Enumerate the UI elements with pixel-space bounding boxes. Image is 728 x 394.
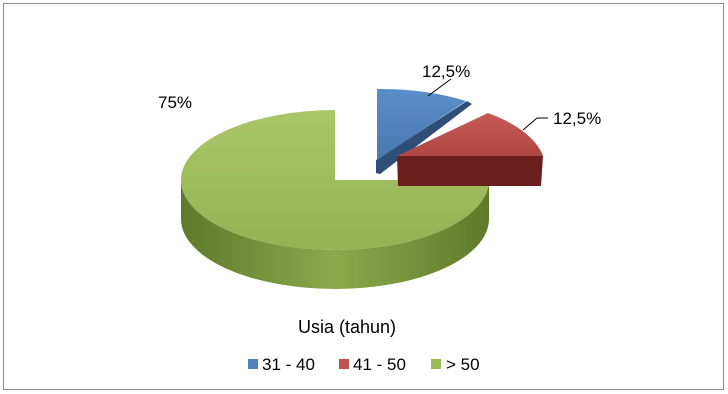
leader-line-31-40 — [428, 79, 451, 96]
legend-swatch-31-40 — [248, 359, 258, 369]
legend-item-31-40 — [248, 355, 315, 374]
data-label-gt50: 75% — [158, 93, 193, 112]
legend-item-gt50 — [431, 355, 480, 374]
data-label-41-50: 12,5% — [553, 109, 602, 128]
chart-category-title: Usia (tahun) — [298, 317, 397, 337]
legend-label-41-50: 41 - 50 — [353, 355, 406, 374]
legend-label-31-40: 31 - 40 — [262, 355, 315, 374]
data-label-31-40: 12,5% — [422, 62, 471, 81]
legend-item-41-50 — [339, 355, 406, 374]
pie-slice-41-50-side — [397, 156, 543, 186]
legend-swatch-41-50 — [339, 359, 349, 369]
legend — [248, 355, 480, 374]
legend-swatch-gt50 — [431, 359, 441, 369]
legend-label-gt50: > 50 — [446, 355, 480, 374]
leader-line-41-50 — [523, 118, 548, 130]
